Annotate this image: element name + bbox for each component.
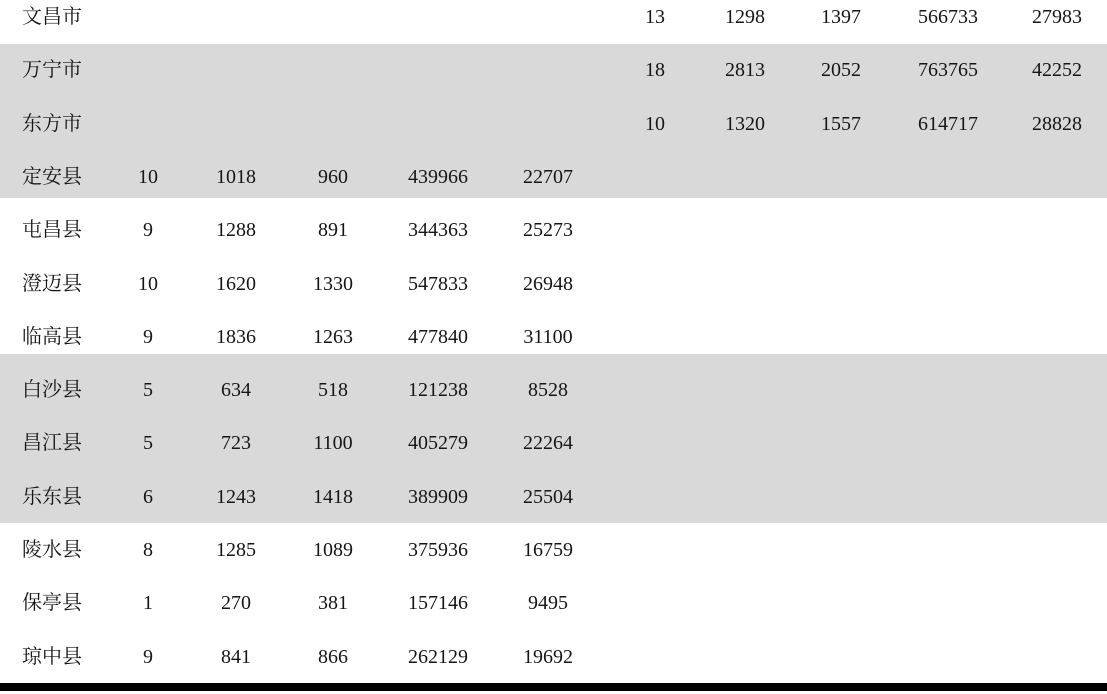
table-cell: 1288 bbox=[216, 219, 256, 241]
table-cell: 1089 bbox=[313, 539, 353, 561]
table-cell: 18 bbox=[645, 59, 665, 81]
row-label: 临高县 bbox=[22, 326, 82, 348]
table-cell: 1320 bbox=[725, 113, 765, 135]
table-cell: 1330 bbox=[313, 273, 353, 295]
table-cell: 8 bbox=[143, 539, 153, 561]
table-cell: 1397 bbox=[821, 6, 861, 28]
table-cell: 1557 bbox=[821, 113, 861, 135]
row-label: 陵水县 bbox=[22, 539, 82, 561]
table-cell: 31100 bbox=[523, 326, 573, 348]
table-cell: 763765 bbox=[918, 59, 978, 81]
table-row bbox=[0, 364, 1107, 416]
row-label: 文昌市 bbox=[22, 6, 82, 28]
table-cell: 1100 bbox=[313, 432, 353, 454]
table-row bbox=[0, 577, 1107, 629]
table-cell: 6 bbox=[143, 486, 153, 508]
table-cell: 439966 bbox=[408, 166, 468, 188]
table-cell: 344363 bbox=[408, 219, 468, 241]
table-cell: 381 bbox=[318, 592, 348, 614]
table-row bbox=[0, 44, 1107, 96]
table-row bbox=[0, 631, 1107, 683]
row-label: 乐东县 bbox=[22, 486, 82, 508]
table-bottom-rule bbox=[0, 683, 1107, 691]
table-cell: 9 bbox=[143, 326, 153, 348]
row-label: 白沙县 bbox=[22, 379, 82, 401]
table-row bbox=[0, 471, 1107, 523]
table-cell: 1263 bbox=[313, 326, 353, 348]
row-label: 琼中县 bbox=[22, 646, 82, 668]
table-cell: 1243 bbox=[216, 486, 256, 508]
table-cell: 547833 bbox=[408, 273, 468, 295]
table-cell: 10 bbox=[138, 166, 158, 188]
table-row bbox=[0, 524, 1107, 576]
table-cell: 1285 bbox=[216, 539, 256, 561]
table-cell: 1620 bbox=[216, 273, 256, 295]
table-row bbox=[0, 311, 1107, 363]
table-cell: 5 bbox=[143, 379, 153, 401]
table-cell: 270 bbox=[221, 592, 251, 614]
table-cell: 1 bbox=[143, 592, 153, 614]
table-cell: 2052 bbox=[821, 59, 861, 81]
table-cell: 960 bbox=[318, 166, 348, 188]
table-cell: 22264 bbox=[523, 432, 573, 454]
table-cell: 19692 bbox=[523, 646, 573, 668]
table-cell: 157146 bbox=[408, 592, 468, 614]
table-cell: 25273 bbox=[523, 219, 573, 241]
table-cell: 1298 bbox=[725, 6, 765, 28]
table-cell: 1836 bbox=[216, 326, 256, 348]
table-cell: 841 bbox=[221, 646, 251, 668]
table-cell: 9 bbox=[143, 646, 153, 668]
table-row bbox=[0, 151, 1107, 203]
table-cell: 5 bbox=[143, 432, 153, 454]
table-cell: 891 bbox=[318, 219, 348, 241]
table-cell: 25504 bbox=[523, 486, 573, 508]
row-label: 昌江县 bbox=[22, 432, 82, 454]
table-cell: 1018 bbox=[216, 166, 256, 188]
table-cell: 1418 bbox=[313, 486, 353, 508]
table-cell: 27983 bbox=[1032, 6, 1082, 28]
table-cell: 16759 bbox=[523, 539, 573, 561]
table-cell: 13 bbox=[645, 6, 665, 28]
table-cell: 8528 bbox=[528, 379, 568, 401]
table-cell: 389909 bbox=[408, 486, 468, 508]
row-label: 东方市 bbox=[22, 113, 82, 135]
table-cell: 42252 bbox=[1032, 59, 1082, 81]
row-label: 屯昌县 bbox=[22, 219, 82, 241]
table-cell: 477840 bbox=[408, 326, 468, 348]
table-cell: 26948 bbox=[523, 273, 573, 295]
table-row bbox=[0, 0, 1107, 43]
table-cell: 2813 bbox=[725, 59, 765, 81]
row-label: 保亭县 bbox=[22, 592, 82, 614]
table-cell: 405279 bbox=[408, 432, 468, 454]
table-cell: 22707 bbox=[523, 166, 573, 188]
row-label: 万宁市 bbox=[22, 59, 82, 81]
table-cell: 28828 bbox=[1032, 113, 1082, 135]
table-row bbox=[0, 98, 1107, 150]
table-row bbox=[0, 258, 1107, 310]
table-cell: 9 bbox=[143, 219, 153, 241]
table-cell: 723 bbox=[221, 432, 251, 454]
table-cell: 10 bbox=[138, 273, 158, 295]
table-cell: 9495 bbox=[528, 592, 568, 614]
table-row bbox=[0, 204, 1107, 256]
table-cell: 614717 bbox=[918, 113, 978, 135]
table-cell: 634 bbox=[221, 379, 251, 401]
table-row bbox=[0, 417, 1107, 469]
table-cell: 866 bbox=[318, 646, 348, 668]
row-label: 定安县 bbox=[22, 166, 82, 188]
table-cell: 566733 bbox=[918, 6, 978, 28]
table-cell: 518 bbox=[318, 379, 348, 401]
table-cell: 262129 bbox=[408, 646, 468, 668]
table-cell: 121238 bbox=[408, 379, 468, 401]
row-label: 澄迈县 bbox=[22, 273, 82, 295]
table-cell: 375936 bbox=[408, 539, 468, 561]
table-cell: 10 bbox=[645, 113, 665, 135]
